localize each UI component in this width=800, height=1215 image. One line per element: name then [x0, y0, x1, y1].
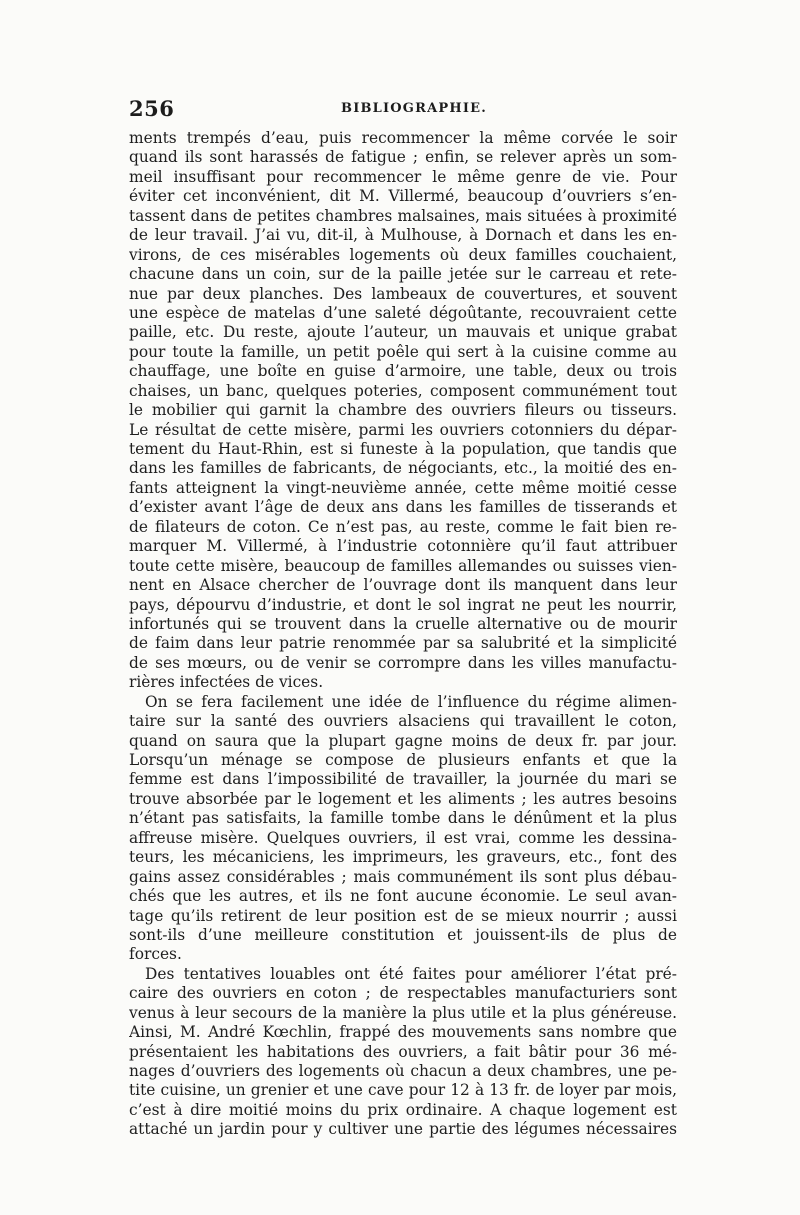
text-line: Lorsqu’un ménage se compose de plusieurs enfants et que la: [129, 751, 677, 769]
text-line: femme est dans l’impossibilité de travailler, la journée du mari se: [129, 770, 677, 789]
text-line: gains assez considérables ; mais communément ils sont plus débau-: [129, 867, 677, 886]
text-line: tage qu’ils retirent de leur position est de se mieux nourrir ; aussi: [129, 906, 677, 925]
text-line: teurs, les mécaniciens, les imprimeurs, les graveurs, etc., font des: [129, 848, 677, 867]
text-line: taire sur la santé des ouvriers alsaciens qui travaillent le coton,: [129, 712, 677, 731]
text-line: fants atteignent la vingt-neuvième année, cette même moitié cesse: [129, 478, 677, 497]
text-line: rières infectées de vices.: [129, 673, 324, 692]
text-line: sont-ils d’une meilleure constitution et jouissent-ils de plus de: [129, 925, 677, 944]
text-line: On se fera facilement une idée de l’influence du régime alimen-: [145, 692, 677, 711]
text-line: virons, de ces misérables logements où deux familles couchaient,: [129, 245, 677, 264]
running-title: BIBLIOGRAPHIE.: [341, 101, 487, 116]
text-line: forces.: [129, 945, 182, 964]
text-line: nages d’ouvriers des logements où chacun a deux chambres, une pe-: [129, 1062, 677, 1080]
text-line: infortunés qui se trouvent dans la cruelle alternative ou de mourir: [129, 614, 677, 633]
text-line: paille, etc. Du reste, ajoute l’auteur, un mauvais et unique grabat: [129, 323, 677, 342]
text-line: une espèce de matelas d’une saleté dégoûtante, recouvraient cette: [129, 303, 677, 322]
body-text: [129, 129, 677, 1140]
text-line: d’exister avant l’âge de deux ans dans les familles de tisserands et: [129, 498, 677, 517]
text-line: chés que les autres, et ils ne font aucune économie. Le seul avan-: [129, 887, 677, 906]
page-number: 256: [129, 96, 175, 121]
text-line: de leur travail. J’ai vu, dit-il, à Mulhouse, à Dornach et dans les en-: [129, 226, 677, 245]
text-line: marquer M. Villermé, à l’industrie cotonnière qu’il faut attribuer: [129, 537, 677, 556]
text-line: pour toute la famille, un petit poêle qui sert à la cuisine comme au: [129, 342, 677, 361]
text-line: caire des ouvriers en coton ; de respectables manufacturiers sont: [129, 984, 677, 1003]
text-line: présentaient les habitations des ouvriers, a fait bâtir pour 36 mé-: [129, 1042, 677, 1061]
text-line: Des tentatives louables ont été faites pour améliorer l’état pré-: [145, 964, 677, 983]
text-line: dans les familles de fabricants, de négociants, etc., la moitié des en-: [129, 459, 677, 478]
text-line: affreuse misère. Quelques ouvriers, il est vrai, comme les dessina-: [129, 828, 677, 847]
text-line: nue par deux planches. Des lambeaux de couvertures, et souvent: [129, 284, 677, 303]
text-line: de ses mœurs, ou de venir se corrompre dans les villes manufactu-: [129, 653, 677, 672]
text-line: trouve absorbée par le logement et les aliments ; les autres besoins: [129, 789, 677, 808]
text-line: Le résultat de cette misère, parmi les ouvriers cotonniers du dépar-: [129, 420, 677, 439]
text-line: tassent dans de petites chambres malsaines, mais situées à proximité: [129, 206, 677, 225]
text-line: n’étant pas satisfaits, la famille tombe dans le dénûment et la plus: [129, 809, 677, 828]
text-line: éviter cet inconvénient, dit M. Villermé, beaucoup d’ouvriers s’en-: [129, 187, 677, 206]
text-line: ments trempés d’eau, puis recommencer la même corvée le soir: [129, 129, 677, 147]
text-line: meil insuffisant pour recommencer le même genre de vie. Pour: [129, 167, 677, 186]
text-line: nent en Alsace chercher de l’ouvrage dont ils manquent dans leur: [129, 576, 677, 595]
text-line: le mobilier qui garnit la chambre des ouvriers fileurs ou tisseurs.: [129, 401, 677, 420]
text-line: tement du Haut-Rhin, est si funeste à la population, que tandis que: [129, 440, 677, 458]
text-line: c’est à dire moitié moins du prix ordinaire. A chaque logement est: [129, 1100, 677, 1119]
text-line: de faim dans leur patrie renommée par sa salubrité et la simplicité: [129, 634, 677, 653]
text-line: toute cette misère, beaucoup de familles allemandes ou suisses vien-: [129, 556, 677, 575]
text-line: chacune dans un coin, sur de la paille jetée sur le carreau et rete-: [129, 265, 677, 284]
text-line: Ainsi, M. André Kœchlin, frappé des mouvements sans nombre que: [129, 1023, 677, 1042]
text-line: quand on saura que la plupart gagne moins de deux fr. par jour.: [129, 731, 677, 750]
text-line: chauffage, une boîte en guise d’armoire, une table, deux ou trois: [129, 362, 677, 381]
text-line: chaises, un banc, quelques poteries, composent communément tout: [129, 381, 677, 400]
page-header: [129, 96, 677, 124]
text-line: pays, dépourvu d’industrie, et dont le sol ingrat ne peut les nourrir,: [129, 595, 677, 614]
text-line: tite cuisine, un grenier et une cave pour 12 à 13 fr. de loyer par mois,: [129, 1081, 677, 1100]
text-line: quand ils sont harassés de fatigue ; enfin, se relever après un som-: [129, 148, 677, 167]
text-line: attaché un jardin pour y cultiver une partie des légumes nécessaires: [129, 1120, 677, 1139]
text-line: de filateurs de coton. Ce n’est pas, au reste, comme le fait bien re-: [129, 517, 677, 536]
text-line: venus à leur secours de la manière la plus utile et la plus généreuse.: [129, 1003, 677, 1022]
